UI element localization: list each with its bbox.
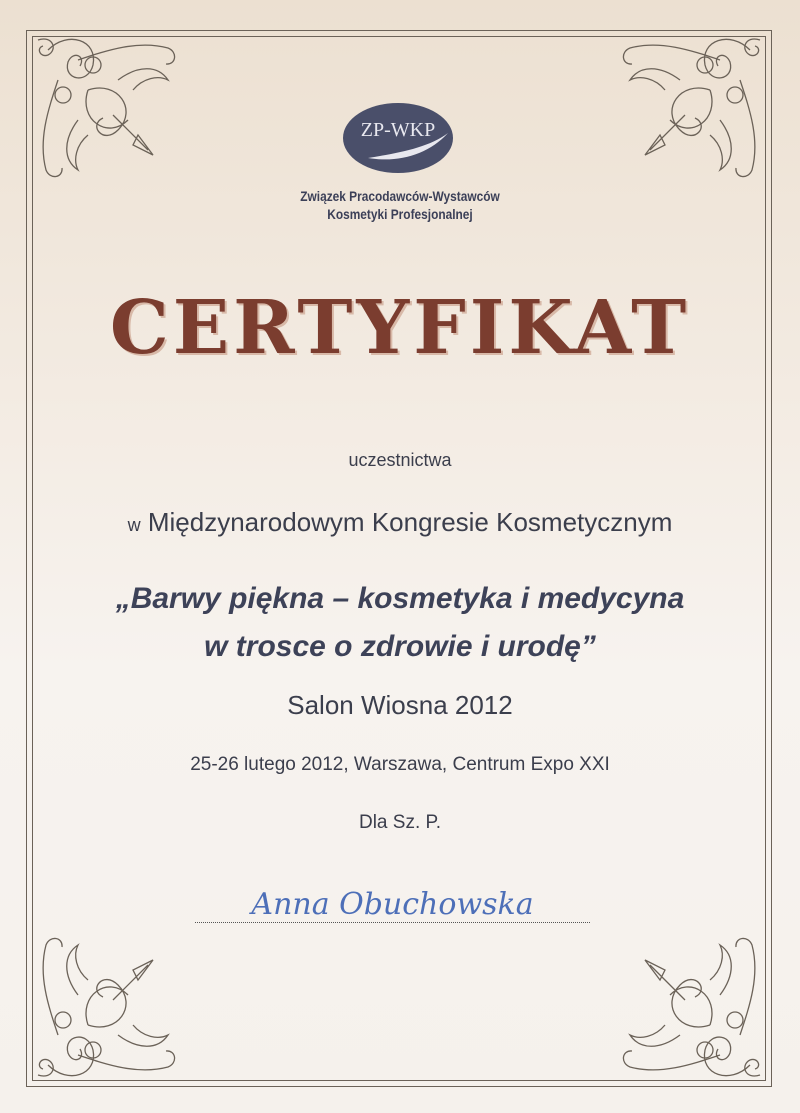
corner-ornament-top-left	[18, 20, 178, 180]
corner-ornament-bottom-left	[18, 935, 178, 1095]
organization-line-2: Kosmetyki Profesjonalnej	[327, 206, 473, 222]
logo-swoosh-icon	[343, 103, 453, 173]
organization-logo	[343, 103, 453, 173]
certificate-title: CERTYFIKAT	[109, 285, 691, 371]
event-name: Międzynarodowym Kongresie Kosmetycznym	[147, 507, 673, 537]
logo-text: ZP-WKP	[360, 119, 436, 141]
salon-name: Salon Wiosna 2012	[287, 690, 513, 720]
corner-ornament-top-right	[620, 20, 780, 180]
recipient-name: Anna Obuchowska	[195, 888, 590, 923]
theme-line-1: „Barwy piękna – kosmetyka i medycyna	[115, 582, 685, 615]
theme-line-2: w trosce o zdrowie i urodę”	[204, 630, 596, 663]
event-prefix: w	[127, 515, 141, 535]
corner-ornament-bottom-right	[620, 935, 780, 1095]
organization-name	[60, 187, 740, 223]
organization-line-1: Związek Pracodawców-Wystawców	[300, 188, 500, 204]
recipient-label: Dla Sz. P.	[358, 812, 442, 833]
event-line	[0, 507, 800, 538]
date-place: 25-26 lutego 2012, Warszawa, Centrum Expo XXI	[190, 754, 610, 775]
subtitle: uczestnictwa	[348, 450, 452, 470]
